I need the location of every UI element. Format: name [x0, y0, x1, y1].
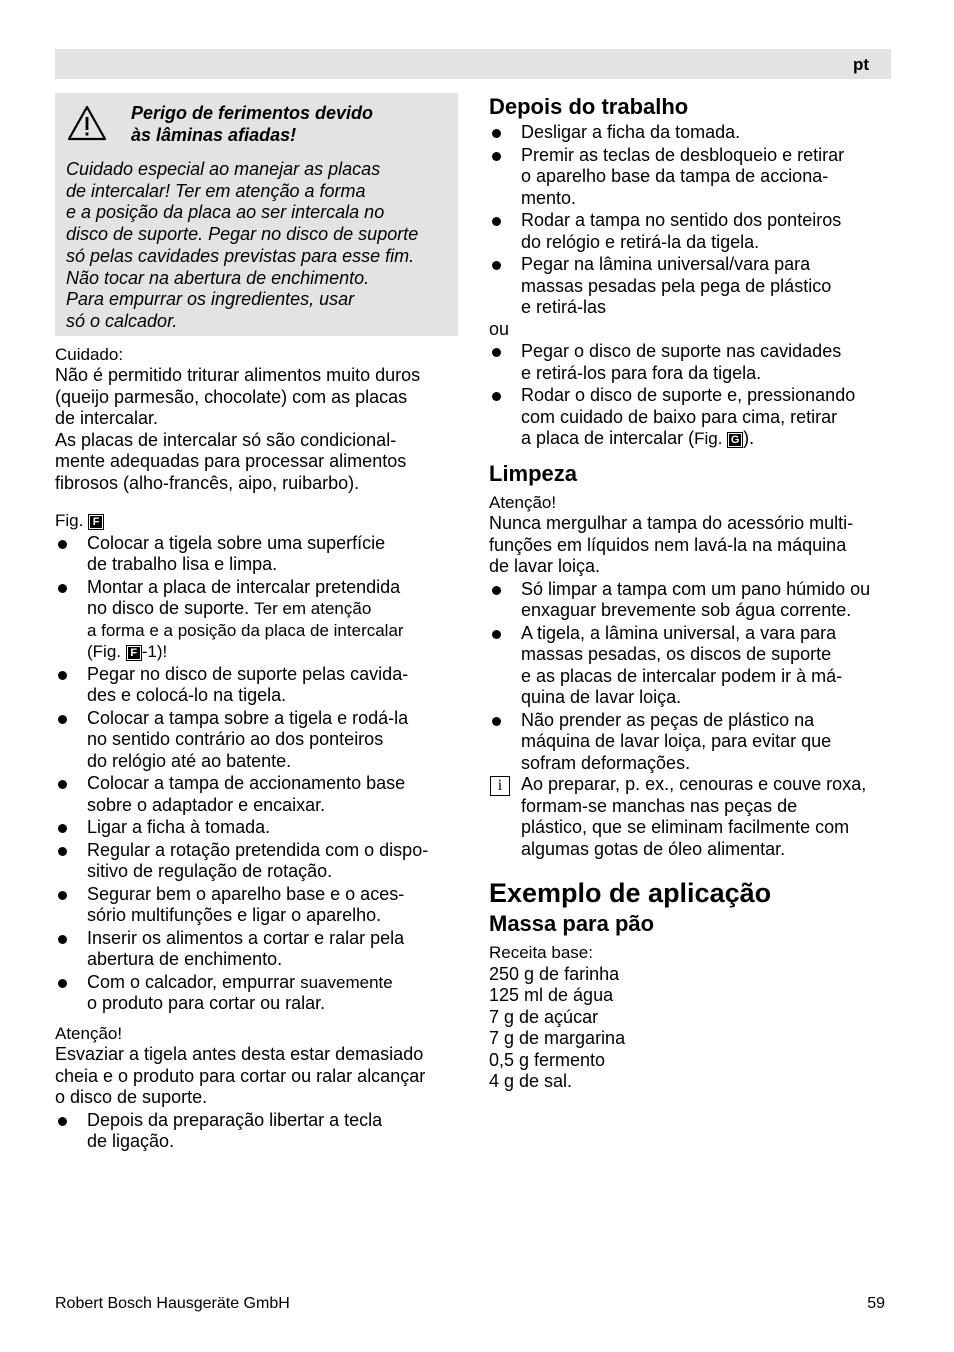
text-line: do relógio e retirá-la da tigela. — [521, 231, 760, 252]
text-line: A tigela, a lâmina universal, a vara para — [521, 622, 837, 643]
steps-list — [55, 533, 458, 1015]
fig-label: Fig. — [55, 511, 84, 531]
exemplo-section — [489, 876, 891, 1093]
warning-line: disco de suporte. Pegar no disco de suporte — [66, 224, 419, 245]
text-line: e as placas de intercalar podem ir à má- — [521, 665, 843, 686]
list-item — [489, 210, 891, 253]
warning-heading — [66, 103, 448, 155]
language-code: pt — [852, 55, 869, 74]
list-item — [489, 145, 891, 210]
list-item — [55, 577, 458, 663]
footer — [55, 1295, 885, 1313]
receita-label: Receita base: — [489, 943, 593, 962]
text-line: sório multifunções e ligar o aparelho. — [87, 905, 382, 926]
figure-f-icon: F — [88, 514, 104, 530]
text-part: a placa de intercalar ( — [521, 428, 695, 448]
warning-triangle-icon — [67, 105, 107, 141]
text-line: sitivo de regulação de rotação. — [87, 861, 333, 882]
text-line — [521, 428, 891, 450]
text-line: Desligar a ficha da tomada. — [521, 122, 741, 142]
text-line: e retirá-las — [521, 297, 607, 317]
warning-title-line: Perigo de ferimentos devido — [131, 103, 374, 123]
left-column — [55, 93, 458, 1153]
text-line: de intercalar. — [55, 408, 159, 429]
text-line: Rodar a tampa no sentido dos ponteiros — [521, 210, 842, 230]
list-item — [489, 122, 891, 144]
text-line: de trabalho lisa e limpa. — [87, 554, 278, 575]
footer-company: Robert Bosch Hausgeräte GmbH — [55, 1295, 290, 1312]
limpeza-section — [489, 460, 891, 861]
warning-text — [66, 159, 448, 333]
section-title-depois: Depois do trabalho — [489, 94, 689, 119]
text-line: Rodar o disco de suporte e, pressionando — [521, 385, 856, 405]
text-line: Ligar a ficha à tomada. — [87, 817, 271, 838]
text-line: com cuidado de baixo para cima, retirar — [521, 406, 838, 427]
text-line: formam-se manchas nas peças de — [521, 795, 798, 816]
limpeza-list — [489, 579, 891, 775]
limpeza-atencao-label: Atenção! — [489, 492, 557, 512]
text-line — [87, 972, 458, 994]
text-line: mento. — [521, 187, 577, 208]
text-part: ). — [743, 428, 755, 448]
page-number: 59 — [867, 1295, 885, 1312]
text-part: -1)! — [141, 642, 168, 662]
list-item — [55, 773, 458, 816]
text-line: Nunca mergulhar a tampa do acessório multi- — [489, 513, 854, 533]
figure-f-icon: F — [126, 645, 142, 661]
warning-line: de intercalar! Ter em atenção a forma — [66, 180, 366, 201]
warning-line: Cuidado especial ao manejar as placas — [66, 159, 381, 179]
text-line: Colocar a tampa de accionamento base — [87, 773, 406, 794]
depois-section — [489, 93, 891, 450]
text-line: de lavar loiça. — [489, 556, 601, 576]
list-item — [489, 254, 891, 319]
text-line: sofram deformações. — [521, 752, 691, 773]
steps-section — [55, 510, 458, 1153]
info-note — [489, 774, 891, 860]
text-line: plástico, que se eliminam facilmente com — [521, 817, 850, 837]
text-line: Pegar na lâmina universal/vara para — [521, 254, 811, 274]
ingredient: 125 ml de água — [489, 985, 614, 1005]
text-line: no sentido contrário ao dos ponteiros — [87, 729, 384, 750]
list-item — [55, 884, 458, 927]
list-item — [489, 385, 891, 450]
text-line: de ligação. — [87, 1131, 175, 1152]
text-line: máquina de lavar loiça, para evitar que — [521, 731, 832, 751]
text-line: massas pesadas pela pega de plástico — [521, 275, 832, 296]
text-line: Montar a placa de intercalar pretendida — [87, 576, 401, 597]
cuidado-label: Cuidado: — [55, 344, 124, 364]
ingredient: 7 g de açúcar — [489, 1006, 599, 1027]
text-line: funções em líquidos nem lavá-la na máquina — [489, 534, 847, 555]
ingredient: 7 g de margarina — [489, 1028, 626, 1048]
ingredient: 0,5 g fermento — [489, 1049, 606, 1070]
ingredient: 4 g de sal. — [489, 1071, 573, 1091]
list-item — [55, 664, 458, 707]
text-line: Ao preparar, p. ex., cenouras e couve roxa, — [521, 774, 867, 794]
text-line: Pegar no disco de suporte pelas cavida- — [87, 663, 409, 684]
section-title-limpeza: Limpeza — [489, 460, 578, 486]
text-line: o produto para cortar ou ralar. — [87, 993, 326, 1014]
text-line: Só limpar a tampa com um pano húmido ou — [521, 578, 871, 599]
header-bar — [55, 49, 891, 79]
list-item — [55, 928, 458, 971]
text-part: (Fig. — [87, 642, 126, 662]
list-item — [55, 533, 458, 576]
text-line: des e colocá-lo na tigela. — [87, 685, 287, 706]
list-item — [55, 817, 458, 839]
list-item — [489, 579, 891, 622]
warning-line: só o calcador. — [66, 310, 178, 331]
text-line: Premir as teclas de desbloqueio e retirar — [521, 144, 845, 165]
text-part-emphasis: Ter em atenção — [254, 599, 372, 619]
list-item — [489, 710, 891, 775]
text-line: (queijo parmesão, chocolate) com as placas — [55, 386, 408, 407]
figure-reference — [55, 510, 458, 532]
list-item — [55, 840, 458, 883]
text-line — [87, 641, 458, 663]
warning-line: Não tocar na abertura de enchimento. — [66, 267, 370, 288]
text-line: mente adequadas para processar alimentos — [55, 451, 407, 472]
text-line: o disco de suporte. — [55, 1087, 208, 1108]
section-title-exemplo: Exemplo de aplicação — [489, 878, 772, 908]
text-line: Não prender as peças de plástico na — [521, 709, 815, 730]
warning-line: Para empurrar os ingredientes, usar — [66, 289, 355, 310]
text-line: Esvaziar a tigela antes desta estar demasiado — [55, 1044, 424, 1065]
text-line: fibrosos (alho-francês, aipo, ruibarbo). — [55, 472, 360, 493]
text-line: e retirá-los para fora da tigela. — [521, 362, 762, 383]
text-line: As placas de intercalar só são condicional- — [55, 429, 397, 450]
list-item — [55, 708, 458, 773]
depois-list-2 — [489, 341, 891, 450]
text-line: sobre o adaptador e encaixar. — [87, 794, 326, 815]
ingredient: 250 g de farinha — [489, 963, 620, 984]
text-part: no disco de suporte. — [87, 598, 255, 619]
text-line: Colocar a tigela sobre uma superfície — [87, 532, 386, 553]
text-part: Com o calcador, empurrar — [87, 971, 301, 992]
text-line: cheia e o produto para cortar ou ralar alcançar — [55, 1065, 426, 1086]
warning-line: só pelas cavidades previstas para esse fim. — [66, 245, 415, 266]
text-line: Depois da preparação libertar a tecla — [87, 1109, 383, 1130]
text-line: quina de lavar loiça. — [521, 687, 682, 707]
text-line: Colocar a tampa sobre a tigela e rodá-la — [87, 707, 409, 728]
text-line: a forma e a posição da placa de intercalar — [87, 620, 404, 640]
text-line: Pegar o disco de suporte nas cavidades — [521, 341, 842, 361]
text-line: algumas gotas de óleo alimentar. — [521, 838, 786, 859]
depois-list — [489, 122, 891, 319]
warning-box — [55, 93, 458, 336]
text-part-emphasis: suavemente — [300, 972, 393, 992]
text-part-emphasis: Fig. — [694, 429, 728, 448]
list-item — [489, 341, 891, 384]
cuidado-section — [55, 344, 458, 495]
section-title-massa: Massa para pão — [489, 911, 655, 936]
figure-g-icon: G — [727, 432, 743, 448]
text-line: Regular a rotação pretendida com o dispo- — [87, 839, 429, 860]
text-line: o aparelho base da tampa de acciona- — [521, 166, 829, 186]
atencao-label: Atenção! — [55, 1023, 123, 1043]
text-line: abertura de enchimento. — [87, 949, 283, 970]
text-line: do relógio até ao batente. — [87, 750, 292, 771]
text-line: Segurar bem o aparelho base e o aces- — [87, 883, 405, 904]
text-line — [87, 598, 458, 620]
text-line: enxaguar brevemente sob água corrente. — [521, 600, 852, 620]
list-item — [55, 1110, 458, 1153]
text-line: ou — [489, 318, 510, 339]
final-step-list — [55, 1110, 458, 1153]
info-icon: i — [490, 776, 510, 796]
text-line: massas pesadas, os discos de suporte — [521, 644, 832, 664]
text-line: Não é permitido triturar alimentos muito duros — [55, 365, 421, 386]
list-item — [55, 972, 458, 1015]
warning-title-line: às lâminas afiadas! — [131, 124, 297, 145]
warning-line: e a posição da placa ao ser intercala no — [66, 202, 385, 223]
right-column — [489, 93, 891, 1093]
list-item — [489, 623, 891, 709]
text-line: Inserir os alimentos a cortar e ralar pela — [87, 927, 405, 948]
